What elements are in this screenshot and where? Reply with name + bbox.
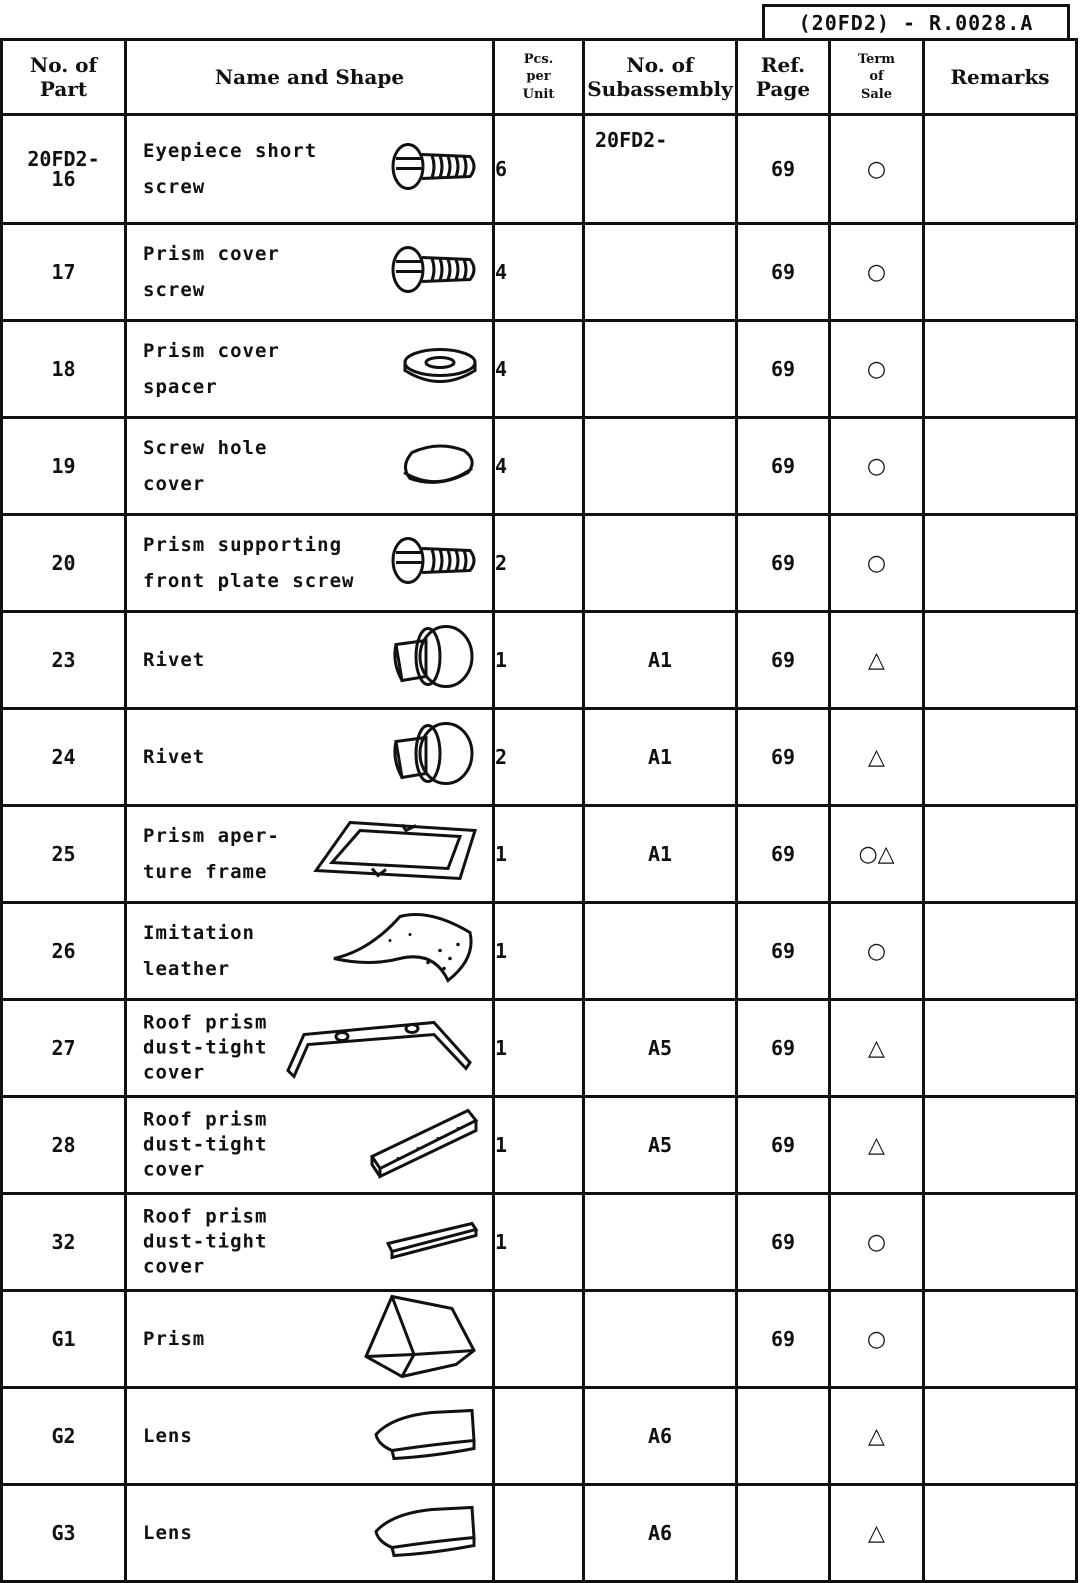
- table-row: [2, 1485, 1077, 1582]
- pcs-per-unit: 1: [494, 903, 584, 1000]
- part-name-cell: [126, 224, 494, 321]
- subassembly-number: [584, 224, 737, 321]
- part-name-cell: [126, 1194, 494, 1291]
- table-row: [2, 1194, 1077, 1291]
- table-row: [2, 115, 1077, 224]
- term-of-sale: ○: [830, 1291, 924, 1388]
- bar-icon: [368, 1105, 480, 1186]
- remarks-cell: [924, 1388, 1077, 1485]
- header-pcs-per-unit: Pcs. per Unit: [494, 40, 584, 115]
- remarks-cell: [924, 612, 1077, 709]
- part-number: G3: [2, 1485, 126, 1582]
- part-name: Roof prism dust-tight cover: [143, 1205, 268, 1278]
- ref-page: 69: [737, 806, 830, 903]
- pcs-per-unit: 1: [494, 1097, 584, 1194]
- subassembly-number: A6: [584, 1388, 737, 1485]
- table-row: [2, 903, 1077, 1000]
- ref-page: 69: [737, 709, 830, 806]
- table-row: [2, 612, 1077, 709]
- screw-icon: [388, 533, 480, 594]
- table-row: [2, 1388, 1077, 1485]
- prism-icon: [362, 1293, 480, 1386]
- ref-page: 69: [737, 224, 830, 321]
- remarks-cell: [924, 1194, 1077, 1291]
- remarks-cell: [924, 1485, 1077, 1582]
- term-of-sale: ○: [830, 1194, 924, 1291]
- remarks-cell: [924, 806, 1077, 903]
- header-ref-page: Ref. Page: [737, 40, 830, 115]
- part-number: 27: [2, 1000, 126, 1097]
- subassembly-number: [584, 321, 737, 418]
- part-name-cell: [126, 321, 494, 418]
- part-name-cell: [126, 1000, 494, 1097]
- ref-page: 69: [737, 1000, 830, 1097]
- remarks-cell: [924, 115, 1077, 224]
- remarks-cell: [924, 418, 1077, 515]
- rivet-icon: [384, 621, 480, 700]
- remarks-cell: [924, 224, 1077, 321]
- part-number: 19: [2, 418, 126, 515]
- pcs-per-unit: [494, 1485, 584, 1582]
- subassembly-number: A1: [584, 806, 737, 903]
- subassembly-number: [584, 515, 737, 612]
- part-name: Lens: [143, 1425, 193, 1447]
- pcs-per-unit: 2: [494, 709, 584, 806]
- ref-page: [737, 1388, 830, 1485]
- term-of-sale: ○: [830, 115, 924, 224]
- header-part-no: No. of Part: [2, 40, 126, 115]
- ref-page: 69: [737, 1194, 830, 1291]
- part-number: 25: [2, 806, 126, 903]
- remarks-cell: [924, 903, 1077, 1000]
- part-name: Eyepiece short screw: [143, 140, 318, 198]
- lens-icon: [372, 1403, 480, 1470]
- pcs-per-unit: 1: [494, 806, 584, 903]
- ref-page: 69: [737, 1291, 830, 1388]
- subassembly-number: [584, 903, 737, 1000]
- subassembly-number: [584, 418, 737, 515]
- part-name-cell: [126, 115, 494, 224]
- part-name-cell: [126, 1291, 494, 1388]
- cap-icon: [398, 437, 480, 496]
- table-row: [2, 418, 1077, 515]
- part-number: 20FD2- 16: [2, 115, 126, 224]
- part-name-cell: [126, 418, 494, 515]
- remarks-cell: [924, 1097, 1077, 1194]
- remarks-cell: [924, 321, 1077, 418]
- header-name-shape: Name and Shape: [126, 40, 494, 115]
- part-number: 23: [2, 612, 126, 709]
- strip-icon: [384, 1218, 480, 1267]
- term-of-sale: ○: [830, 321, 924, 418]
- washer-icon: [400, 345, 480, 394]
- part-name: Rivet: [143, 649, 206, 671]
- pcs-per-unit: 1: [494, 1000, 584, 1097]
- subassembly-number: A1: [584, 612, 737, 709]
- pcs-per-unit: [494, 1388, 584, 1485]
- part-name: Roof prism dust-tight cover: [143, 1011, 268, 1084]
- part-number: G1: [2, 1291, 126, 1388]
- part-number: 17: [2, 224, 126, 321]
- bent-cover-icon: [284, 1013, 480, 1084]
- part-name: Prism cover spacer: [143, 340, 280, 398]
- term-of-sale: ○△: [830, 806, 924, 903]
- part-name-cell: [126, 806, 494, 903]
- subassembly-number: A1: [584, 709, 737, 806]
- pcs-per-unit: 4: [494, 321, 584, 418]
- table-row: [2, 515, 1077, 612]
- parts-table: [0, 38, 1078, 1583]
- term-of-sale: △: [830, 1388, 924, 1485]
- part-number: 28: [2, 1097, 126, 1194]
- pcs-per-unit: 4: [494, 418, 584, 515]
- term-of-sale: ○: [830, 418, 924, 515]
- ref-page: 69: [737, 115, 830, 224]
- ref-page: 69: [737, 612, 830, 709]
- subassembly-number: [584, 1194, 737, 1291]
- part-name: Prism supporting front plate screw: [143, 534, 355, 592]
- subassembly-number: A5: [584, 1000, 737, 1097]
- remarks-cell: [924, 709, 1077, 806]
- part-number: 26: [2, 903, 126, 1000]
- term-of-sale: ○: [830, 515, 924, 612]
- document-code: (20FD2) - R.0028.A: [762, 4, 1070, 38]
- part-name: Screw hole cover: [143, 437, 268, 495]
- table-row: [2, 1291, 1077, 1388]
- rivet-icon: [384, 718, 480, 797]
- subassembly-number: 20FD2-: [584, 115, 737, 224]
- part-name: Imitation leather: [143, 922, 255, 980]
- subassembly-number: A5: [584, 1097, 737, 1194]
- table-header: [2, 40, 1077, 115]
- ref-page: 69: [737, 418, 830, 515]
- pcs-per-unit: 6: [494, 115, 584, 224]
- term-of-sale: △: [830, 1485, 924, 1582]
- screw-icon: [388, 139, 480, 200]
- subassembly-number: [584, 1291, 737, 1388]
- ref-page: [737, 1485, 830, 1582]
- remarks-cell: [924, 1000, 1077, 1097]
- table-row: [2, 224, 1077, 321]
- part-name-cell: [126, 1485, 494, 1582]
- pcs-per-unit: 2: [494, 515, 584, 612]
- header-remarks: Remarks: [924, 40, 1077, 115]
- pcs-per-unit: [494, 1291, 584, 1388]
- ref-page: 69: [737, 321, 830, 418]
- table-row: [2, 1000, 1077, 1097]
- part-number: 20: [2, 515, 126, 612]
- term-of-sale: ○: [830, 903, 924, 1000]
- screw-icon: [388, 242, 480, 303]
- ref-page: 69: [737, 1097, 830, 1194]
- part-name: Roof prism dust-tight cover: [143, 1108, 268, 1181]
- table-row: [2, 321, 1077, 418]
- term-of-sale: △: [830, 612, 924, 709]
- frame-icon: [310, 817, 480, 892]
- table-row: [2, 709, 1077, 806]
- part-name: Prism: [143, 1328, 206, 1350]
- part-name-cell: [126, 612, 494, 709]
- table-row: [2, 1097, 1077, 1194]
- term-of-sale: △: [830, 709, 924, 806]
- subassembly-number: A6: [584, 1485, 737, 1582]
- part-name-cell: [126, 1097, 494, 1194]
- lens-icon: [372, 1500, 480, 1567]
- part-number: 18: [2, 321, 126, 418]
- table-row: [2, 806, 1077, 903]
- ref-page: 69: [737, 515, 830, 612]
- remarks-cell: [924, 515, 1077, 612]
- part-name: Lens: [143, 1522, 193, 1544]
- term-of-sale: ○: [830, 224, 924, 321]
- part-number: G2: [2, 1388, 126, 1485]
- part-name-cell: [126, 709, 494, 806]
- pcs-per-unit: 1: [494, 1194, 584, 1291]
- part-name: Rivet: [143, 746, 206, 768]
- remarks-cell: [924, 1291, 1077, 1388]
- part-name: Prism cover screw: [143, 243, 280, 301]
- part-number: 32: [2, 1194, 126, 1291]
- part-name-cell: [126, 1388, 494, 1485]
- ref-page: 69: [737, 903, 830, 1000]
- part-name-cell: [126, 903, 494, 1000]
- part-name-cell: [126, 515, 494, 612]
- pcs-per-unit: 1: [494, 612, 584, 709]
- term-of-sale: △: [830, 1097, 924, 1194]
- part-number: 24: [2, 709, 126, 806]
- header-subassembly: No. of Subassembly: [584, 40, 737, 115]
- leather-icon: [330, 911, 480, 992]
- pcs-per-unit: 4: [494, 224, 584, 321]
- header-term-of-sale: Term of Sale: [830, 40, 924, 115]
- part-name: Prism aper- ture frame: [143, 825, 280, 883]
- term-of-sale: △: [830, 1000, 924, 1097]
